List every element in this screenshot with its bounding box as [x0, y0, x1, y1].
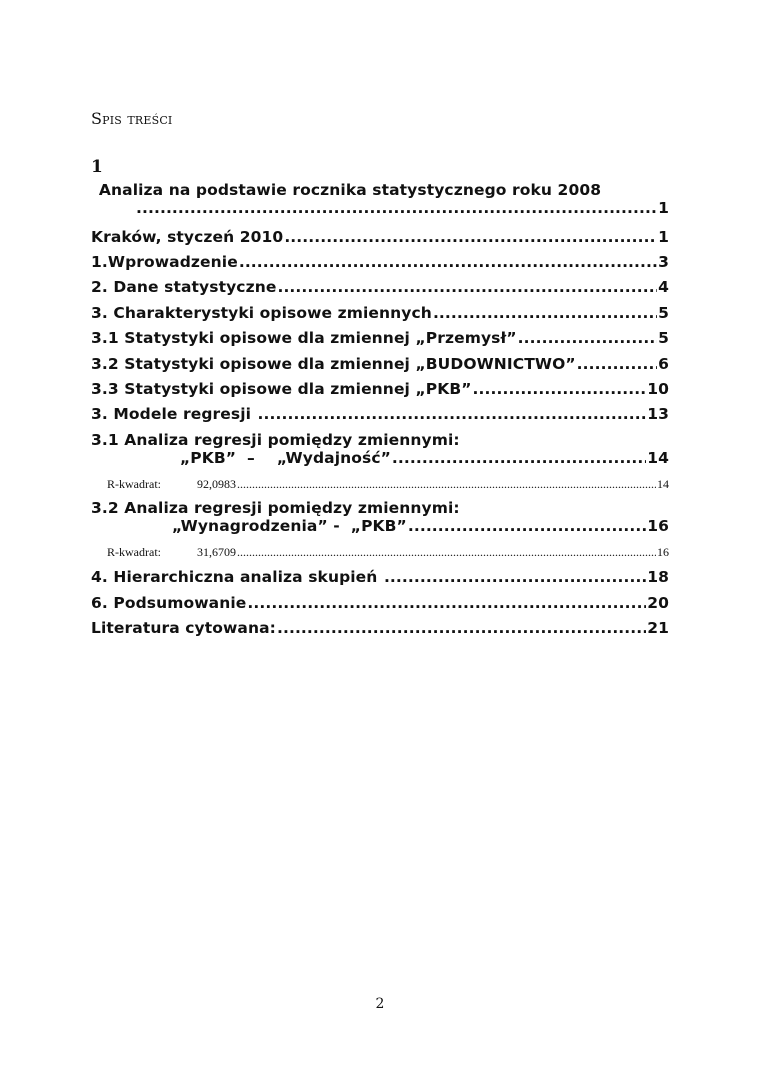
- dot-leader: [384, 568, 646, 586]
- toc-heading: Spis treści: [91, 109, 173, 128]
- dot-leader: [518, 329, 657, 347]
- r-kwadrat-label: R-kwadrat:: [107, 477, 161, 491]
- toc-entry-page: 14: [647, 449, 669, 467]
- toc-entry-title-line1: 3.1 Analiza regresji pomiędzy zmiennymi:: [91, 431, 460, 449]
- dot-leader: [258, 405, 647, 423]
- dot-leader: [408, 517, 646, 535]
- page-number: 2: [375, 996, 385, 1012]
- toc-entry-krakow[interactable]: [91, 228, 669, 246]
- toc-entry-literatura[interactable]: [91, 619, 669, 637]
- toc-entry-page: 16: [647, 517, 669, 535]
- toc-entry-title: 3.1 Statystyki opisowe dla zmiennej „Przemysł”: [91, 329, 517, 347]
- toc-entry-title: 3. Modele regresji: [91, 405, 257, 423]
- toc-entry-page: 3: [658, 253, 669, 271]
- toc-entry-title: Literatura cytowana:: [91, 619, 276, 637]
- dot-leader: [473, 380, 647, 398]
- dot-leader: [433, 304, 657, 322]
- toc-entry-page: 1: [658, 199, 669, 217]
- toc-entry-title: 3.3 Statystyki opisowe dla zmiennej „PKB”: [91, 380, 472, 398]
- toc-entry-title-line1: 3.2 Analiza regresji pomiędzy zmiennymi:: [91, 499, 460, 517]
- r-kwadrat-label: R-kwadrat:: [107, 545, 161, 559]
- toc-entry-title: 4. Hierarchiczna analiza skupień: [91, 568, 383, 586]
- toc-entry-analiza[interactable]: [91, 181, 669, 217]
- toc-entry-budownictwo[interactable]: [91, 355, 669, 373]
- toc-entry-title: [107, 545, 236, 560]
- toc-entry-podsumowanie[interactable]: [91, 594, 669, 612]
- toc-entry-title: Kraków, styczeń 2010: [91, 228, 284, 246]
- toc-entry-title: Analiza na podstawie rocznika statystycznego roku 2008: [98, 181, 602, 199]
- toc-entry-page: 10: [647, 380, 669, 398]
- dot-leader: [247, 594, 646, 612]
- r-kwadrat-value: 92,0983: [197, 477, 236, 491]
- toc-entry-page: 21: [647, 619, 669, 637]
- dot-leader: [284, 228, 657, 246]
- chapter-number: 1: [91, 157, 103, 177]
- toc-entry-charakterystyki[interactable]: [91, 304, 669, 322]
- dot-leader: [277, 619, 646, 637]
- toc-entry-page: 14: [657, 477, 669, 491]
- toc-entry-przemysl[interactable]: [91, 329, 669, 347]
- toc-entry-page: 4: [658, 278, 669, 296]
- toc-entry-title-line2: „Wynagrodzenia” - „PKB”: [172, 517, 407, 535]
- toc-entry-page: 16: [657, 545, 669, 559]
- toc-entry-regresja-wynagrodzenia-pkb[interactable]: [91, 499, 669, 535]
- toc-entry-title-line2: „PKB” – „Wydajność”: [180, 449, 391, 467]
- toc-entry-dane[interactable]: [91, 278, 669, 296]
- toc-entry-page: 1: [658, 228, 669, 246]
- toc-entry-page: 5: [658, 329, 669, 347]
- toc-entry-title: 2. Dane statystyczne: [91, 278, 277, 296]
- toc-entry-title: 6. Podsumowanie: [91, 594, 247, 612]
- toc-entry-hierarchiczna[interactable]: [91, 568, 669, 586]
- toc-entry-wprowadzenie[interactable]: [91, 253, 669, 271]
- toc-entry-page: 18: [647, 568, 669, 586]
- dot-leader: [239, 253, 657, 271]
- dot-leader: [577, 355, 657, 373]
- dot-leader: [277, 278, 657, 296]
- toc-entry-page: 13: [647, 405, 669, 423]
- dot-leader: [392, 449, 646, 467]
- toc-entry-page: 6: [658, 355, 669, 373]
- dot-leader: [136, 199, 657, 217]
- toc-entry-title: 1.Wprowadzenie: [91, 253, 238, 271]
- toc-entry-r-kwadrat-1[interactable]: [107, 477, 669, 492]
- toc-entry-r-kwadrat-2[interactable]: [107, 545, 669, 560]
- dot-leader: [237, 477, 656, 492]
- r-kwadrat-value: 31,6709: [197, 545, 236, 559]
- dot-leader: [237, 545, 656, 560]
- toc-entry-page: 5: [658, 304, 669, 322]
- toc-entry-title: [107, 477, 236, 492]
- toc-entry-regresja-pkb-wydajnosc[interactable]: [91, 431, 669, 467]
- toc-entry-title: 3.2 Statystyki opisowe dla zmiennej „BUDOWNICTWO”: [91, 355, 576, 373]
- toc-entry-pkb[interactable]: [91, 380, 669, 398]
- toc-entry-title: 3. Charakterystyki opisowe zmiennych: [91, 304, 432, 322]
- toc-entry-modele-regresji[interactable]: [91, 405, 669, 423]
- toc-entry-page: 20: [647, 594, 669, 612]
